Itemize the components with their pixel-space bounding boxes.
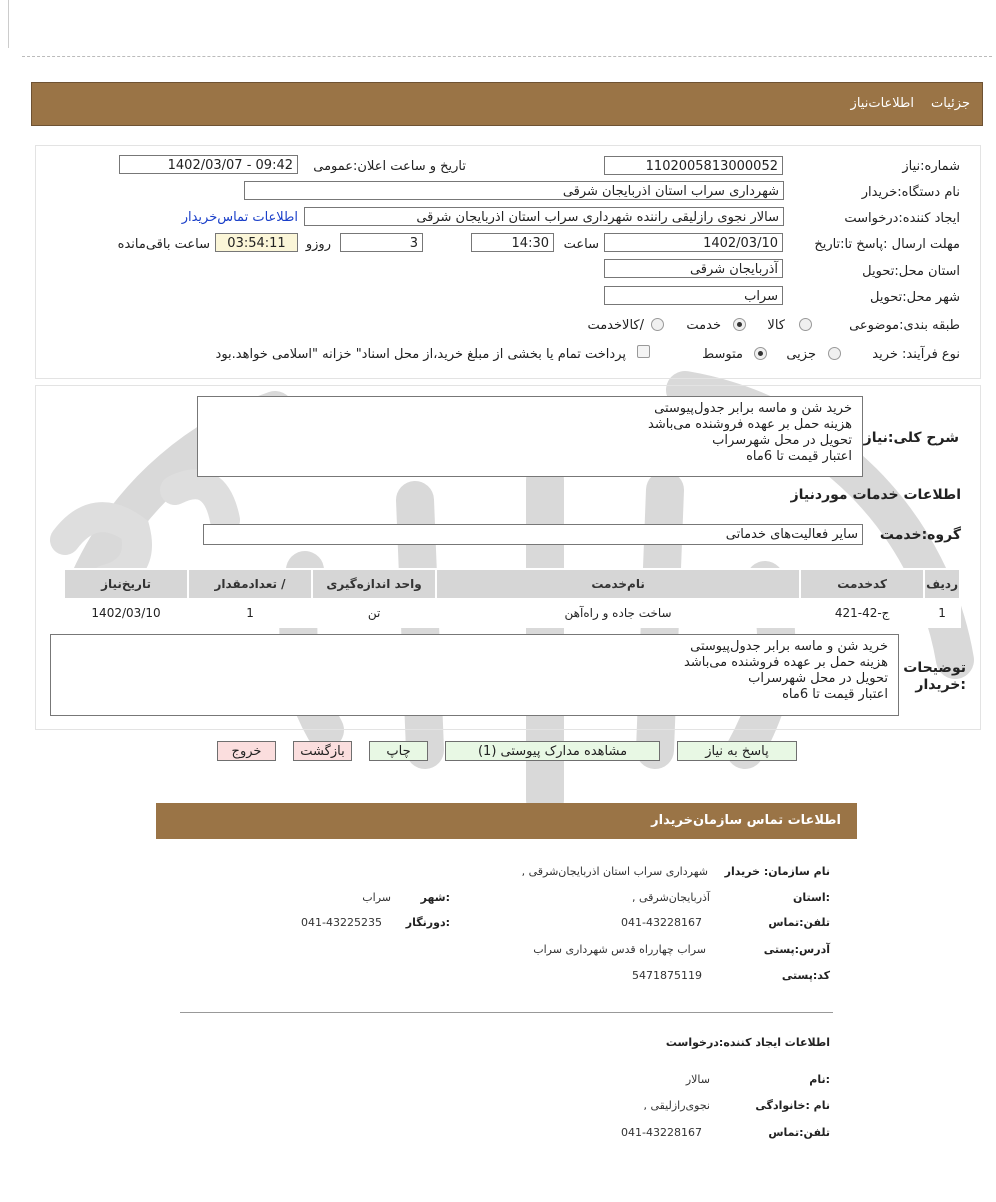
process-radio-minor[interactable] (828, 347, 841, 360)
description-line: هزینه حمل بر عهده فروشنده می‌باشد (648, 417, 852, 432)
buyer-notes-line: خرید شن و ماسه برابر جدول‌پیوستی (690, 639, 888, 654)
payment-note: پرداخت تمام یا بخشی از مبلغ خرید،از محل اسناد" خزانه "اسلامی خواهد.بود (215, 347, 626, 362)
contact-province-value: آذربایجان‌شرقی , (632, 891, 710, 904)
contact-title: اطلاعات تماس سازمان‌خریدار (651, 813, 841, 828)
process-option-medium: متوسط (702, 347, 743, 362)
need-number-label: شماره:نیاز (902, 159, 960, 174)
creator-field: سالار نجوی رازلیقی راننده شهرداری سراب استان اذربایجان شرقی (304, 207, 784, 226)
column-header: ردیف (924, 569, 960, 599)
column-header: نام‌خدمت (436, 569, 800, 599)
back-button[interactable]: بازگشت (293, 741, 352, 761)
contact-fax-value: 041-43225235 (301, 916, 382, 929)
requester-name-label: :نام (809, 1073, 830, 1086)
attachments-button[interactable]: مشاهده مدارک پیوستی (1) (445, 741, 660, 761)
contact-org-label: نام سازمان: خریدار (724, 865, 830, 878)
buyer-notes-label-1: توضیحات (903, 660, 966, 676)
requester-title: اطلاعات ایجاد کننده:درخواست (665, 1036, 830, 1049)
requester-family-value: نجوی‌رازلیقی , (643, 1099, 710, 1112)
description-line: تحویل در محل شهرسراب (712, 433, 852, 448)
contact-org-value: شهرداری سراب استان اذربایجان‌شرقی , (521, 865, 708, 878)
payment-checkbox[interactable] (637, 345, 650, 358)
column-header: تاریخ‌نیاز (64, 569, 188, 599)
cell-need-date: 1402/03/10 (64, 599, 188, 627)
services-section-title: اطلاعات خدمات مورد‌نیاز (790, 487, 961, 503)
buyer-org-label: نام دستگاه:خریدار (861, 185, 960, 200)
table-row (64, 599, 960, 627)
buyer-notes-textarea (50, 634, 899, 716)
contact-fax-label: :دورنگار (405, 916, 450, 929)
contact-province-label: :استان (793, 891, 830, 904)
remaining-label: ساعت باقی‌مانده (117, 237, 210, 252)
services-table (63, 568, 961, 628)
buyer-notes-label-2: :خریدار (915, 677, 966, 693)
buyer-contact-link[interactable]: اطلاعات تماس‌خریدار (181, 210, 298, 225)
exit-button[interactable]: خروج (217, 741, 276, 761)
category-radio-goods-service[interactable] (651, 318, 664, 331)
city-field: سراب (604, 286, 783, 305)
days-field: 3 (340, 233, 423, 252)
contact-city-label: :شهر (420, 891, 450, 904)
cell-service-name: ساخت جاده و راه‌آهن (436, 599, 800, 627)
tab-need-info[interactable]: اطلاعات‌نیاز (850, 96, 914, 111)
cell-service-code: ج-42-421 (800, 599, 924, 627)
days-label: روزو (305, 237, 331, 252)
buyer-notes-line: هزینه حمل بر عهده فروشنده می‌باشد (684, 655, 888, 670)
contact-separator (180, 1012, 833, 1013)
contact-address-label: آدرس:پستی (763, 943, 830, 956)
category-option-service: خدمت (686, 318, 721, 333)
requester-phone-value: 041-43228167 (621, 1126, 702, 1139)
requester-phone-label: تلفن:تماس (768, 1126, 830, 1139)
contact-phone-value: 041-43228167 (621, 916, 702, 929)
category-radio-goods[interactable] (799, 318, 812, 331)
creator-label: ایجاد کننده:درخواست (844, 211, 960, 226)
province-label: استان محل:تحویل (862, 264, 960, 279)
process-option-minor: جزیی (786, 347, 816, 362)
buyer-org-field: شهرداری سراب استان اذربایجان شرقی (244, 181, 784, 200)
requester-name-value: سالار (685, 1073, 710, 1086)
contact-header-bar (156, 803, 857, 839)
deadline-time-field: 14:30 (471, 233, 554, 252)
city-label: شهر محل:تحویل (870, 290, 960, 305)
description-line: خرید شن و ماسه برابر جدول‌پیوستی (654, 401, 852, 416)
cell-unit: تن (312, 599, 436, 627)
buyer-notes-line: اعتبار قیمت تا 6ماه (782, 687, 888, 702)
contact-phone-label: تلفن:تماس (768, 916, 830, 929)
requester-family-label: نام :خانوادگی (755, 1099, 830, 1112)
cell-quantity: 1 (188, 599, 312, 627)
deadline-label: مهلت ارسال :پاسخ تا:تاریخ (814, 237, 960, 252)
remaining-time-field: 03:54:11 (215, 233, 298, 252)
header-bar (31, 82, 983, 126)
top-divider (22, 56, 992, 57)
contact-address-value: سراب چهارراه قدس شهرداری سراب (533, 943, 706, 956)
description-label: شرح کلی:نیاز (863, 430, 959, 446)
service-group-label: گروه:خدمت (879, 527, 961, 543)
description-line: اعتبار قیمت تا 6ماه (746, 449, 852, 464)
category-label: طبقه بندی:موضوعی (849, 318, 960, 333)
buyer-notes-line: تحویل در محل شهرسراب (748, 671, 888, 686)
tab-details[interactable]: جزئیات (931, 96, 970, 111)
province-field: آذربایجان شرقی (604, 259, 783, 278)
column-header: واحد اندازه‌گیری (312, 569, 436, 599)
contact-postal-label: کد:پستی (781, 969, 830, 982)
announce-date-field: 1402/03/07 - 09:42 (119, 155, 298, 174)
column-header: کدخدمت (800, 569, 924, 599)
contact-city-value: سراب (362, 891, 391, 904)
process-label: نوع فرآیند: خرید (872, 347, 960, 362)
service-group-field: سایر فعالیت‌های خدماتی (203, 524, 863, 545)
cell-row-number: 1 (924, 599, 960, 627)
contact-postal-value: 5471875119 (632, 969, 702, 982)
category-option-goods-service: /کالاخدمت (587, 318, 644, 333)
category-option-goods: کالا (767, 318, 785, 333)
announce-date-label: تاریخ و ساعت اعلان:عمومی (313, 159, 466, 174)
deadline-time-label: ساعت (563, 237, 599, 252)
process-radio-medium[interactable] (754, 347, 767, 360)
print-button[interactable]: چاپ (369, 741, 428, 761)
table-header-row (64, 569, 960, 599)
left-edge-line (8, 0, 9, 48)
respond-button[interactable]: پاسخ به نیاز (677, 741, 797, 761)
need-number-field: 1102005813000052 (604, 156, 783, 175)
deadline-date-field: 1402/03/10 (604, 233, 783, 252)
description-textarea (197, 396, 863, 477)
category-radio-service[interactable] (733, 318, 746, 331)
column-header: / تعدادمقدار (188, 569, 312, 599)
